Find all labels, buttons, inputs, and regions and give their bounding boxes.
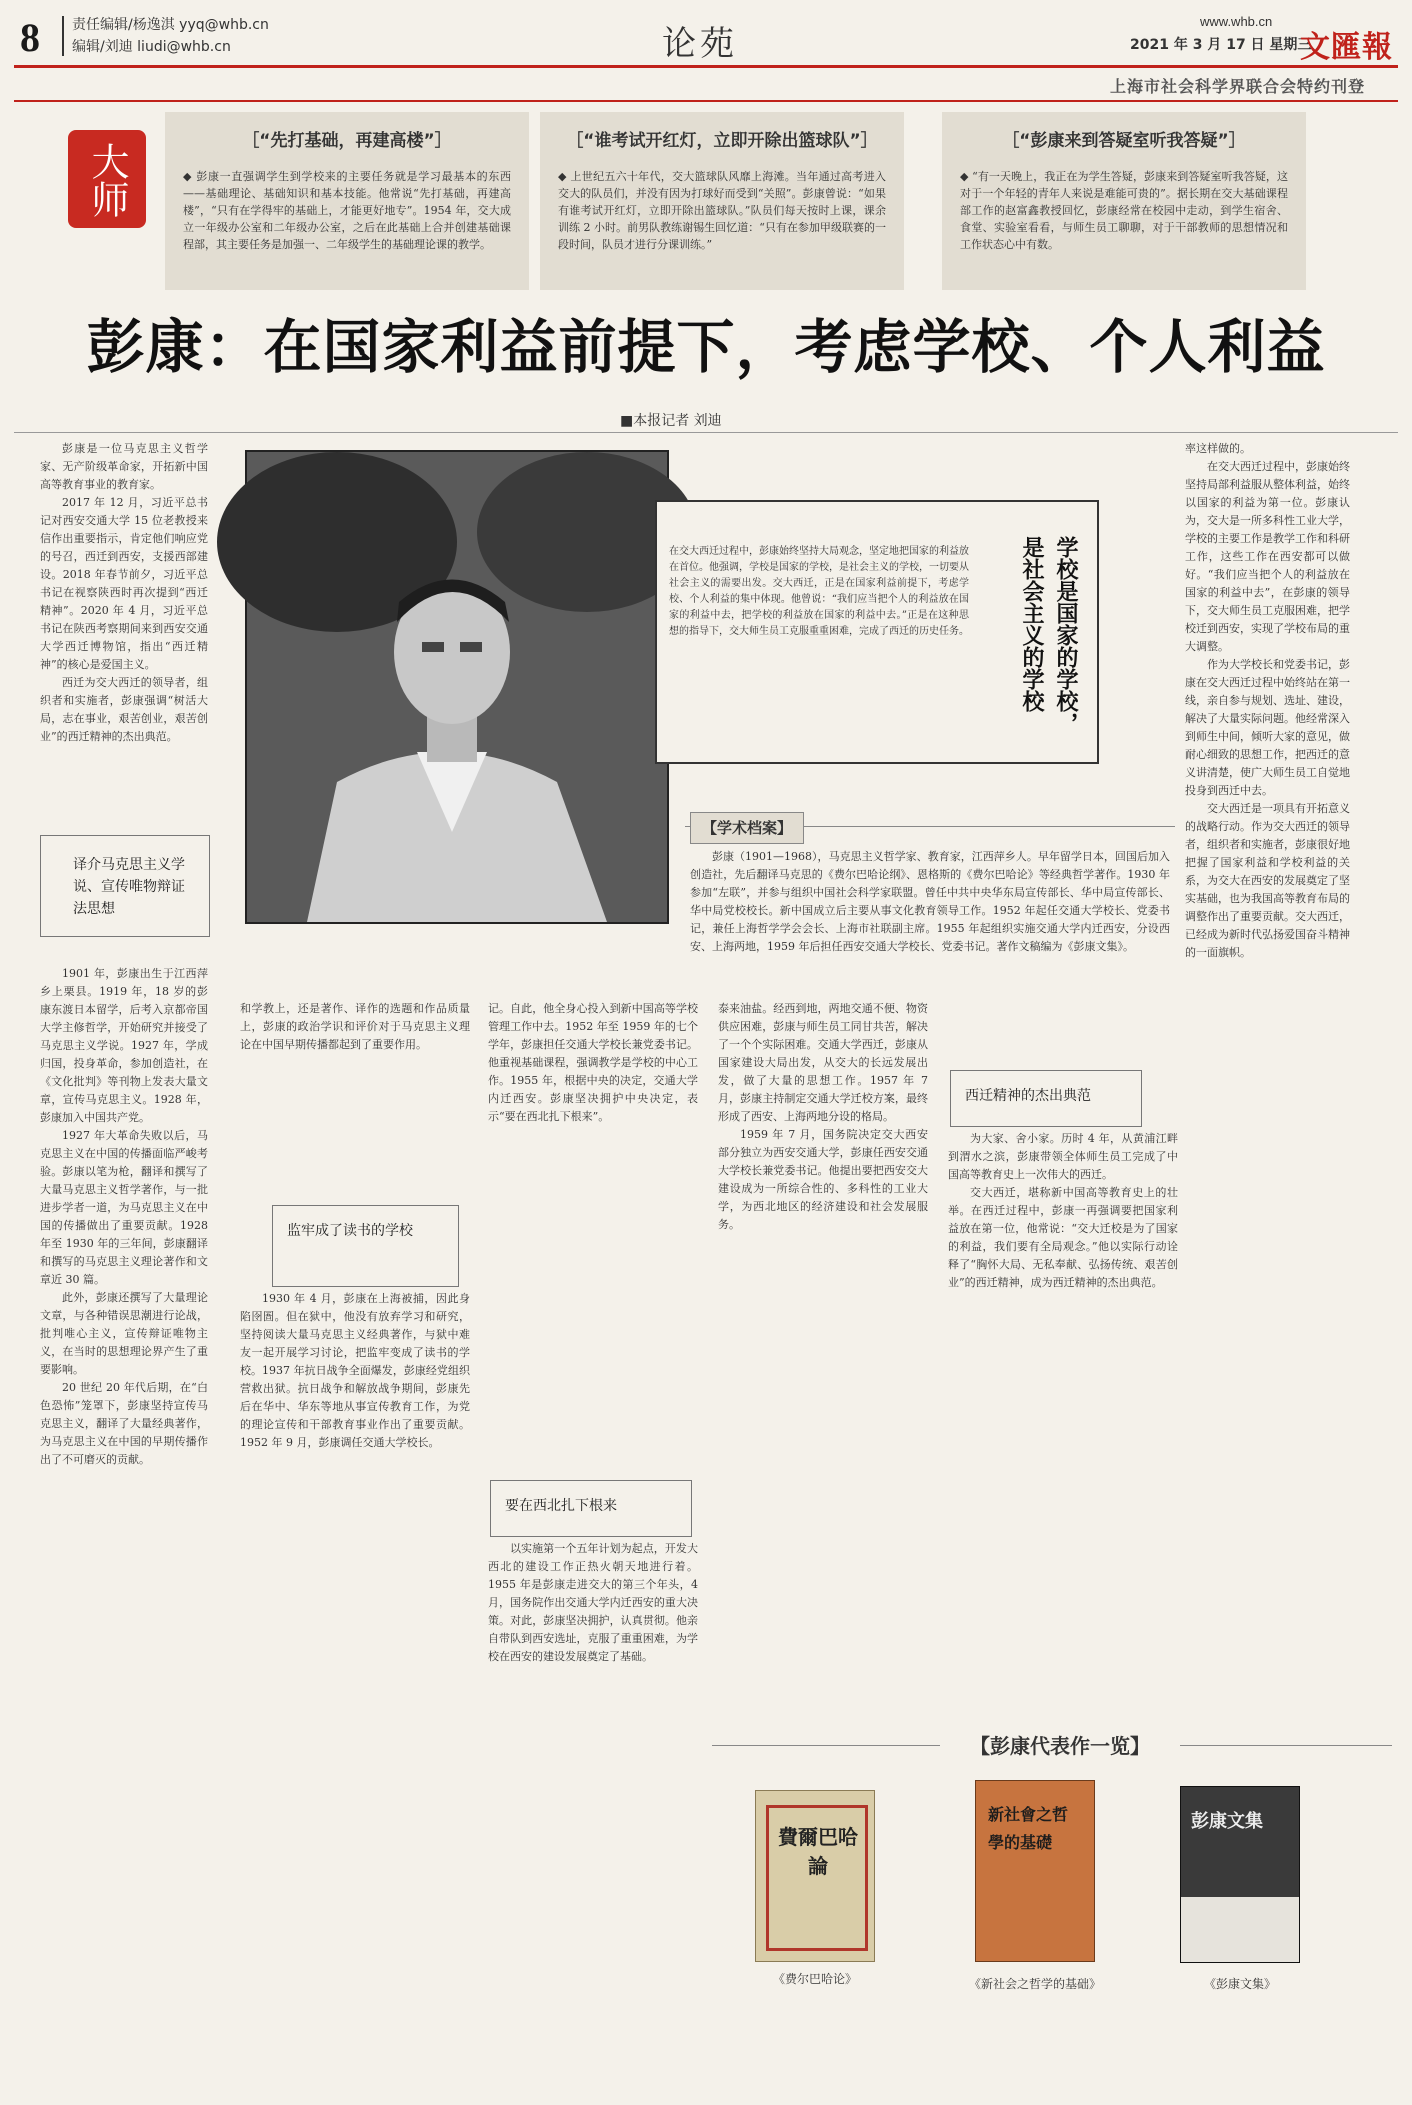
mid-column-2	[488, 1540, 698, 2090]
page-number: 8	[20, 15, 40, 60]
anecdote-box-2	[540, 112, 904, 290]
header-divider	[62, 16, 64, 56]
paragraph: 此外，彭康还撰写了大量理论文章，与各种错误思潮进行论战，批判唯心主义，宣传辩证唯物主义，在当时的思想理论界产生了重要影响。	[40, 1291, 208, 1376]
master-seal-icon	[68, 130, 146, 228]
mid-column-1	[240, 1290, 470, 2090]
paragraph: 记。自此，他全身心投入到新中国高等学校管理工作中去。1952 年至 1959 年的七个学年，彭康担任交通大学校长兼党委书记。他重视基础课程，强调教学是学校的中心工作。1955 年，根据中央的决定，交通大学内迁西安。彭康坚决拥护中央决定，表示“要在西北扎下根来”。	[488, 1002, 698, 1123]
book-title: 彭康文集	[1191, 1811, 1263, 1832]
paragraph: 2017 年 12 月，习近平总书记对西安交通大学 15 位老教授来信作出重要指示，肯定他们响应党的号召，西迁到西安，支援西部建设。2018 年春节前夕，习近平总书记在视察陕西时再次提到“西迁精神”。2020 年 4 月，习近平总书记在陕西考察期间来到西安交通大学西迁博物馆，指出“西迁精神”的核心是爱国主义。	[40, 496, 208, 671]
paragraph: 彭康（1901—1968），马克思主义哲学家、教育家，江西萍乡人。早年留学日本，回国后加入创造社，先后翻译马克思的《费尔巴哈论纲》、恩格斯的《费尔巴哈论》等经典哲学著作。1930 年参加“左联”，并参与组织中国社会科学家联盟。曾任中共中央华东局宣传部长、华中局宣传部长、华中局党校校长。新中国成立后主要从事文化教育领导工作。1952 年起任交通大学校长、党委书记，兼任上海哲学学会会长、上海市社联副主席。1955 年起组织实施交通大学内迁西安，分设西安、上海两地，1959 年后担任西安交通大学校长、党委书记。著作文稿编为《彭康文集》。	[690, 850, 1170, 953]
mid-column-2-top	[488, 1000, 698, 1470]
subhead-box-4	[950, 1070, 1142, 1127]
pull-quote-heading: 学校是国家的学校，是社会主义的学校	[1019, 536, 1079, 734]
paragraph: 1901 年，彭康出生于江西萍乡上栗县。1919 年，18 岁的彭康东渡日本留学，后考入京都帝国大学主修哲学，开始研究并接受了马克思主义学说。1927 年，学成归国，投身革命，参加创造社，在《文化批判》等刊物上发表大量文章，宣传马克思主义。1928 年，彭康加入中国共产党。	[40, 967, 208, 1124]
book-cover-2	[975, 1780, 1095, 1962]
paragraph: 交大西迁，堪称新中国高等教育史上的壮举。在西迁过程中，彭康一再强调要把国家利益放在第一位，他常说：“交大迁校是为了国家的利益，我们要有全局观念。”他以实际行动诠释了“胸怀大局、无私奉献、弘扬传统、艰苦创业”的西迁精神，成为西迁精神的杰出典范。	[948, 1186, 1178, 1289]
portrait-illustration	[247, 452, 667, 922]
pull-quote-box	[655, 500, 1099, 764]
right-column	[1185, 440, 1350, 1840]
anecdote-text: ◆ 彭康一直强调学生到学校来的主要任务就是学习最基本的东西——基础理论、基础知识和基本技能。他常说“先打基础，再建高楼”，“只有在学得牢的基础上，才能更好地专”。1954 年，交大成立一年级办公室和二年级办公室，之后在此基础上合并创建基础课程部，其主要任务是加强一、二年级学生的基础理论课的教学。	[183, 170, 511, 251]
book-cover-3	[1180, 1786, 1300, 1963]
intro-column	[40, 440, 208, 820]
anecdote-title: ［“谁考试开红灯，立即开除出篮球队”］	[566, 131, 878, 151]
subhead-box-1	[40, 835, 210, 937]
paragraph: 为大家、舍小家。历时 4 年，从黄浦江畔到渭水之滨，彭康带领全体师生员工完成了中国高等教育史上一次伟大的西迁。	[948, 1132, 1178, 1181]
subhead: 监牢成了读书的学校	[287, 1223, 413, 1239]
header-rule-lower	[14, 100, 1398, 102]
paragraph: 彭康是一位马克思主义哲学家、无产阶级革命家，开拓新中国高等教育事业的教育家。	[40, 442, 208, 491]
paragraph: 西迁为交大西迁的领导者，组织者和实施者，彭康强调“树活大局，志在事业，艰苦创业，艰苦创业”的西迁精神的杰出典范。	[40, 676, 208, 743]
subhead: 要在西北扎下根来	[505, 1498, 617, 1514]
paper-logo: 文匯報	[1300, 30, 1393, 65]
paragraph: 1959 年 7 月，国务院决定交大西安部分独立为西安交通大学，彭康任西安交通大学校长兼党委书记。他提出要把西安交大建设成为一所综合性的、多科性的工业大学，为西北地区的经济建设和社会发展服务。	[718, 1128, 928, 1231]
sponsor-line: 上海市社会科学界联合会特约刊登	[1110, 77, 1366, 96]
subhead-box-2	[272, 1205, 459, 1287]
anecdote-box-3	[942, 112, 1306, 290]
headline: 彭康：在国家利益前提下，考虑学校、个人利益	[86, 313, 1326, 381]
profile-label: 【学术档案】	[690, 812, 804, 844]
book-caption: 《新社会之哲学的基础》	[968, 1977, 1101, 1991]
issue-date: 2021 年 3 月 17 日 星期三	[1130, 37, 1312, 53]
paper-url[interactable]: www.whb.cn	[1200, 14, 1273, 29]
book-title: 新社會之哲學的基礎	[988, 1805, 1069, 1852]
profile-text	[690, 848, 1170, 953]
paragraph: 和学教上，还是著作、译作的选题和作品质量上，彭康的政治学识和评价对于马克思主义理论在中国早期传播都起到了重要作用。	[240, 1002, 470, 1051]
pull-quote-text: 在交大西迁过程中，彭康始终坚持大局观念，坚定地把国家的利益放在首位。他强调，学校是国家的学校，是社会主义的学校，一切要从社会主义的需要出发。交大西迁，正是在国家利益前提下，考虑学校、个人利益的集中体现。他曾说：“我们应当把个人的利益放在国家的利益中去，把学校的利益放在国家的利益中去。”正是在这种思想的指导下，交大师生员工克服重重困难，完成了西迁的历史任务。	[669, 546, 969, 637]
mid-column-1-top	[240, 1000, 470, 1200]
paragraph: 在交大西迁过程中，彭康始终坚持局部利益服从整体利益，始终以国家的利益为第一位。彭康认为，交大是一所多科性工业大学，学校的主要工作是教学工作和科研工作，这些工作在西安都可以做好。“我们应当把个人的利益放在国家的利益中去”，在彭康的领导下，交大师生员工克服困难，把学校迁到西安，实现了学校布局的重大调整。	[1185, 460, 1350, 653]
editor-credits	[72, 14, 269, 58]
book-caption: 《费尔巴哈论》	[772, 1972, 857, 1986]
paragraph: 20 世纪 20 年代后期，在“白色恐怖”笼罩下，彭康坚持宣传马克思主义，翻译了大量经典著作，为马克思主义在中国的早期传播作出了不可磨灭的贡献。	[40, 1381, 208, 1466]
anecdote-title: ［“先打基础，再建高楼”］	[242, 131, 452, 151]
byline: ■本报记者 刘迪	[620, 413, 722, 429]
book-caption: 《彭康文集》	[1203, 1977, 1276, 1991]
portrait-photo	[245, 450, 669, 924]
paragraph: 作为大学校长和党委书记，彭康在交大西迁过程中始终站在第一线，亲自参与规划、选址、建设，解决了大量实际问题。他经常深入到师生中间，倾听大家的意见，做耐心细致的思想工作，把西迁的意义讲清楚，使广大师生员工自觉地投身到西迁中去。	[1185, 658, 1350, 797]
books-header: 【彭康代表作一览】	[940, 1728, 1180, 1764]
seal-text: 大师	[85, 142, 129, 218]
paragraph: 1930 年 4 月，彭康在上海被捕，因此身陷囹圄。但在狱中，他没有放弃学习和研究，坚持阅读大量马克思主义经典著作，与狱中难友一起开展学习讨论，把监牢变成了读书的学校。1937 年抗日战争全面爆发，彭康经党组织营救出狱。抗日战争和解放战争期间，彭康先后在华中、华东等地从事宣传教育工作，为党的理论宣传和干部教育事业作出了重要贡献。1952 年 9 月，彭康调任交通大学校长。	[240, 1292, 470, 1449]
editor-line-1: 责任编辑/杨逸淇 yyq@whb.cn	[72, 17, 269, 33]
paragraph: 交大西迁是一项具有开拓意义的战略行动。作为交大西迁的领导者，组织者和实施者，彭康很好地把握了国家利益和学校利益的关系，为交大在西安的发展奠定了坚实基础，也为我国高等教育布局的调整作出了重要贡献。交大西迁，已经成为新时代弘扬爱国奋斗精神的一面旗帜。	[1185, 802, 1350, 959]
header-rule	[14, 65, 1398, 68]
book-title: 費爾巴哈論	[778, 1825, 858, 1878]
headline-rule	[14, 432, 1398, 433]
anecdote-text: ◆ 上世纪五六十年代，交大篮球队风靡上海滩。当年通过高考进入交大的队员们，并没有因为打球好而受到“关照”。彭康曾说：“如果有谁考试开红灯，立即开除出篮球队。”队员们每天按时上课，课余训练 2 小时。前男队教练谢锡生回忆道：“只有在参加甲级联赛的一段时间，队员才进行分课训练。”	[558, 170, 886, 251]
book-cover-1	[755, 1790, 875, 1962]
anecdote-text: ◆ “有一天晚上，我正在为学生答疑，彭康来到答疑室听我答疑，这对于一个年轻的青年人来说是难能可贵的”。据长期在交大基础课程部工作的赵富鑫教授回忆，彭康经常在校园中走动，到学生宿舍、食堂、实验室看看，与师生员工聊聊，对于干部教师的思想情况和工作状态心中有数。	[960, 170, 1288, 251]
anecdote-title: ［“彭康来到答疑室听我答疑”］	[1002, 131, 1246, 151]
mid-column-4	[948, 1130, 1178, 1670]
subhead-box-3	[490, 1480, 692, 1537]
paragraph: 率这样做的。	[1185, 442, 1251, 455]
paragraph: 泰来油盐。经西到地，两地交通不便、物资供应困难，彭康与师生员工同甘共苦，解决了一个个实际困难。交通大学西迁，彭康从国家建设大局出发，从交大的长远发展出发，做了大量的思想工作。1957 年 7 月，彭康主持制定交通大学迁校方案，最终形成了西安、上海两地分设的格局。	[718, 1002, 928, 1123]
editor-line-2: 编辑/刘迪 liudi@whb.cn	[72, 39, 231, 55]
left-body-column	[40, 965, 208, 2095]
subhead: 译介马克思主义学说、宣传唯物辩证法思想	[73, 857, 185, 917]
anecdote-box-1	[165, 112, 529, 290]
mid-column-3	[718, 1000, 928, 1680]
subhead: 西迁精神的杰出典范	[965, 1088, 1091, 1104]
section-title: 论苑	[662, 24, 738, 64]
paragraph: 以实施第一个五年计划为起点，开发大西北的建设工作正热火朝天地进行着。1955 年是彭康走进交大的第三个年头，4 月，国务院作出交通大学内迁西安的重大决策。对此，彭康坚决拥护，认真贯彻。他亲自带队到西安选址，克服了重重困难，为学校在西安的建设发展奠定了基础。	[488, 1542, 698, 1663]
paragraph: 1927 年大革命失败以后，马克思主义在中国的传播面临严峻考验。彭康以笔为枪，翻译和撰写了大量马克思主义哲学著作，与一批进步学者一道，为马克思主义在中国的传播做出了重要贡献。1928 年至 1930 年的三年间，彭康翻译和撰写的马克思主义理论著作和文章近 30 篇。	[40, 1129, 208, 1286]
